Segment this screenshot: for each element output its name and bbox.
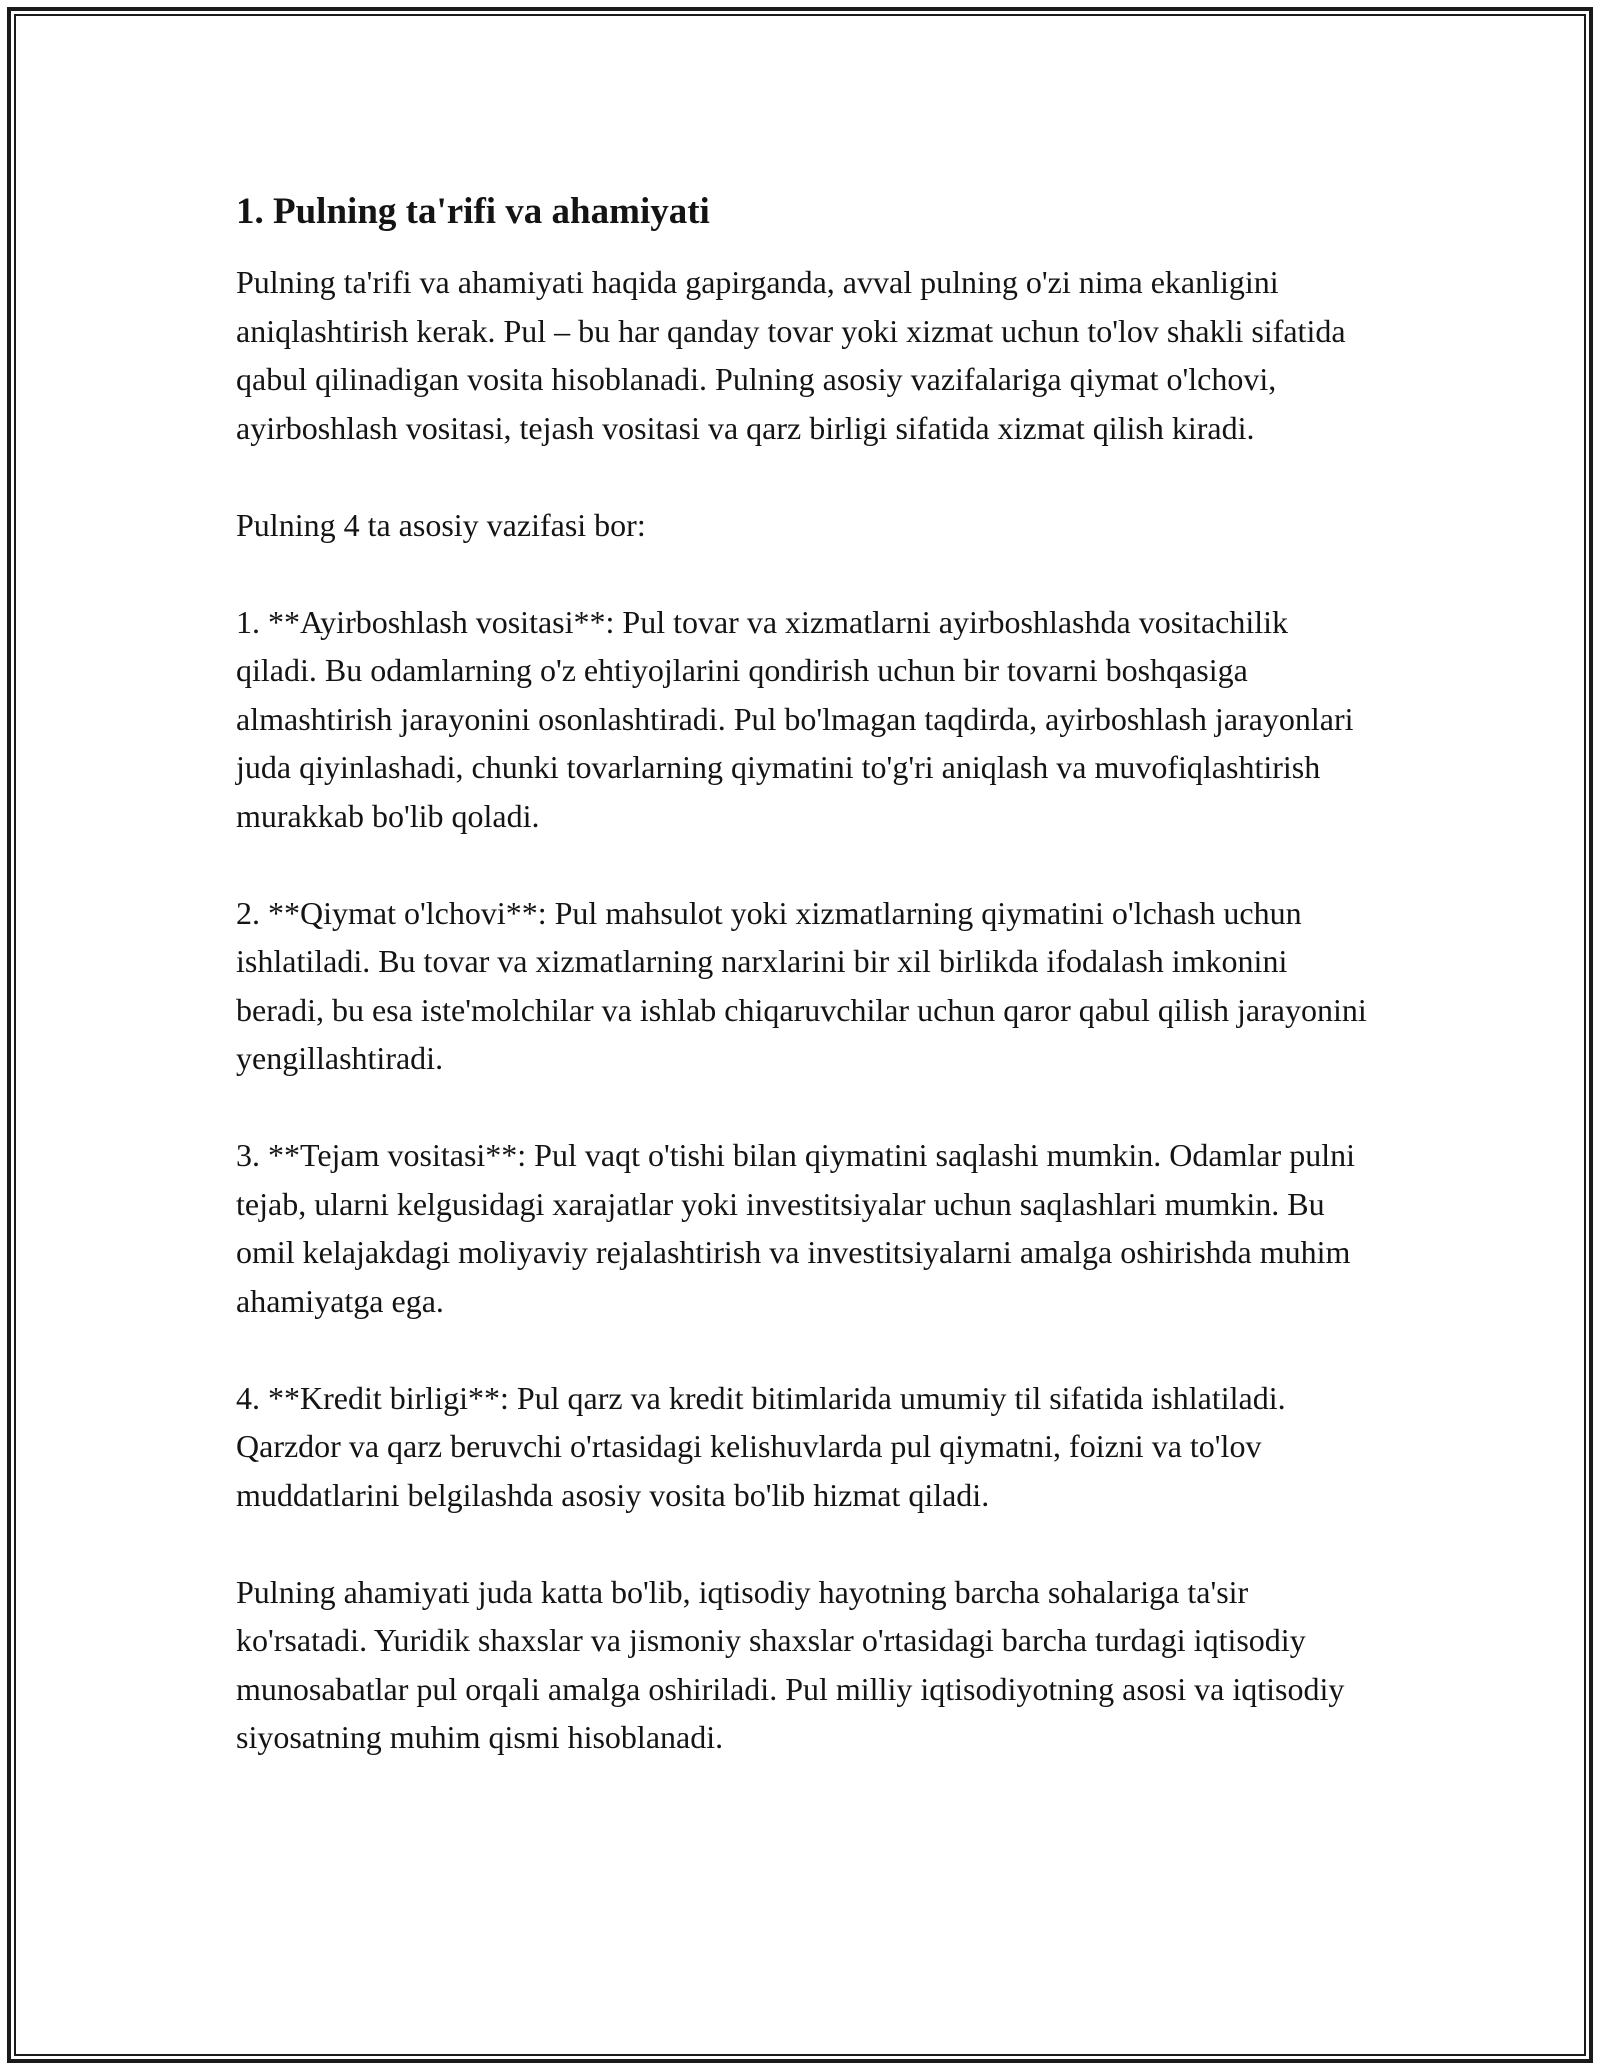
- section-heading: 1. Pulning ta'rifi va ahamiyati: [236, 191, 710, 232]
- list-item-credit: 4. **Kredit birligi**: Pul qarz va kredit bitimlarida umumiy til sifatida ishlatiladi. Qarzdor va qarz beruvchi o'rtasidagi kelishuvlarda pul qiymatni, foizni va to'lov muddatlarini belgilashda asosiy vosita bo'lib hizmat qiladi.: [236, 1379, 1286, 1513]
- list-item-measure: 2. **Qiymat o'lchovi**: Pul mahsulot yoki xizmatlarning qiymatini o'lchash uchun ishlatiladi. Bu tovar va xizmatlarning narxlarini bir xil birlikda ifodalash imkonini beradi, bu esa iste'molchilar va ishlab chiqaruvchilar uchun qaror qabul qilish jarayonini yengillashtiradi.: [236, 894, 1367, 1076]
- document-body: [236, 188, 1376, 1762]
- list-item-savings: 3. **Tejam vositasi**: Pul vaqt o'tishi bilan qiymatini saqlashi mumkin. Odamlar pulni tejab, ularni kelgusidagi xarajatlar yoki investitsiyalar uchun saqlashlari mumkin. Bu omil kelajakdagi moliyaviy rejalashtirish va investitsiyalarni amalga oshirishda muhim ahamiyatga ega.: [236, 1137, 1355, 1319]
- conclusion-paragraph: Pulning ahamiyati juda katta bo'lib, iqtisodiy hayotning barcha sohalariga ta'sir ko'rsatadi. Yuridik shaxslar va jismoniy shaxslar o'rtasidagi barcha turdagi iqtisodiy munosabatlar pul orqali amalga oshiriladi. Pul milliy iqtisodiyotning asosi va iqtisodiy siyosatning muhim qismi hisoblanadi.: [236, 1573, 1345, 1755]
- list-item-exchange: 1. **Ayirboshlash vositasi**: Pul tovar va xizmatlarni ayirboshlashda vositachilik qiladi. Bu odamlarning o'z ehtiyojlarini qondirish uchun bir tovarni boshqasiga almashtirish jarayonini osonlashtiradi. Pul bo'lmagan taqdirda, ayirboshlash jarayonlari juda qiyinlashadi, chunki tovarlarning qiymatini to'g'ri aniqlash va muvofiqlashtirish murakkab bo'lib qoladi.: [236, 603, 1354, 834]
- intro-paragraph: Pulning ta'rifi va ahamiyati haqida gapirganda, avval pulning o'zi nima ekanligini aniqlashtirish kerak. Pul – bu har qanday tovar yoki xizmat uchun to'lov shakli sifatida qabul qilinadigan vosita hisoblanadi. Pulning asosiy vazifalariga qiymat o'lchovi, ayirboshlash vositasi, tejash vositasi va qarz birligi sifatida xizmat qilish kiradi.: [236, 264, 1346, 446]
- functions-lead: Pulning 4 ta asosiy vazifasi bor:: [236, 506, 646, 543]
